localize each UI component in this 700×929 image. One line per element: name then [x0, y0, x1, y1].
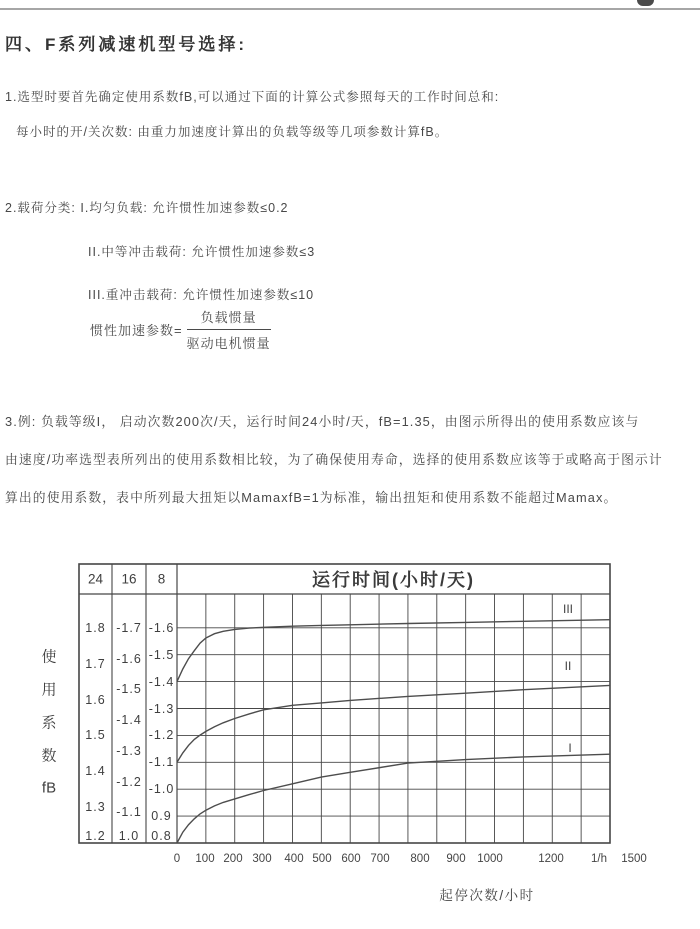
curve-label-iii: III [562, 602, 574, 616]
paragraph-1-sub: 每小时的开/关次数: 由重力加速度计算出的负载等级等几项参数计算fB。 [16, 125, 449, 139]
y-scale-16-label: -1.6 [116, 651, 142, 666]
x-tick-label: 1500 [621, 853, 647, 865]
y-axis-caption-char: fB [41, 779, 57, 797]
load-class-line-3: III.重冲击载荷: 允许惯性加速参数≤10 [88, 288, 315, 302]
y-axis-caption-char: 数 [41, 747, 57, 765]
x-tick-label: 200 [223, 853, 243, 865]
curve-label-ii: II [564, 659, 572, 673]
y-scale-8-label: -1.6 [148, 620, 175, 635]
y-scale-8-label: 0.9 [151, 809, 172, 824]
example-line-1: 3.例: 负载等级I， 启动次数200次/天，运行时间24小时/天，fB=1.35，由图示所得出的使用系数应该与 [5, 414, 640, 429]
hours-column-header-16: 16 [121, 571, 137, 587]
hours-column-header-24: 24 [87, 571, 104, 587]
y-scale-8-label: -1.2 [148, 728, 175, 743]
y-scale-24-label: 1.4 [85, 764, 106, 779]
formula-lhs: 惯性加速参数= [90, 323, 183, 338]
y-scale-16-label: -1.4 [116, 713, 142, 728]
x-tick-label: 800 [410, 853, 430, 865]
y-scale-24-label: 1.2 [85, 829, 106, 843]
y-scale-16-label: 1.0 [118, 829, 140, 843]
chart-title: 运行时间(小时/天) [312, 570, 475, 590]
formula-denominator: 驱动电机惯量 [186, 336, 271, 351]
x-tick-label: 900 [446, 853, 466, 865]
section-title: 四、F系列减速机型号选择: [5, 35, 248, 54]
y-scale-24-label: 1.5 [85, 728, 106, 743]
y-scale-24-label: 1.3 [85, 800, 106, 815]
x-tick-label: 300 [252, 853, 272, 865]
y-scale-24-label: 1.7 [85, 656, 106, 671]
x-tick-label: 400 [284, 853, 304, 865]
y-axis-caption-char: 使 [41, 648, 57, 666]
x-tick-label: 1200 [538, 853, 564, 865]
y-scale-8-label: 0.8 [151, 829, 172, 843]
y-scale-16-label: -1.1 [116, 805, 142, 820]
x-tick-label: 1/h [591, 853, 607, 865]
y-scale-16-label: -1.7 [116, 620, 142, 635]
curve-label-i: I [568, 741, 572, 755]
y-scale-16-label: -1.2 [116, 774, 142, 789]
x-axis-caption: 起停次数/小时 [439, 888, 535, 903]
x-tick-label: 0 [173, 853, 181, 865]
load-class-line-2: II.中等冲击载荷: 允许惯性加速参数≤3 [88, 245, 316, 259]
y-scale-8-label: -1.1 [148, 755, 175, 770]
y-axis-caption-char: 用 [41, 681, 57, 699]
y-scale-24-label: 1.6 [85, 692, 106, 707]
x-tick-label: 100 [195, 853, 215, 865]
y-scale-8-label: -1.5 [148, 647, 175, 662]
y-scale-8-label: -1.0 [148, 782, 175, 797]
y-scale-16-label: -1.3 [116, 743, 142, 758]
y-axis-caption-char: 系 [41, 714, 57, 732]
y-scale-8-label: -1.3 [148, 701, 175, 716]
x-tick-label: 500 [312, 853, 332, 865]
y-scale-24-label: 1.8 [85, 620, 106, 635]
load-class-line-1: 2.载荷分类: I.均匀负载: 允许惯性加速参数≤0.2 [5, 201, 289, 215]
x-tick-label: 700 [370, 853, 390, 865]
y-scale-16-label: -1.5 [116, 682, 142, 697]
example-line-2: 由速度/功率选型表所列出的使用系数相比较，为了确保使用寿命，选择的使用系数应该等于或略高于图示计 [5, 452, 663, 467]
x-tick-label: 1000 [477, 853, 503, 865]
formula-numerator: 负载惯量 [187, 307, 271, 330]
example-line-3: 算出的使用系数，表中所列最大扭矩以MamaxfB=1为标准，输出扭矩和使用系数不能超过Mamax。 [5, 490, 618, 505]
y-scale-8-label: -1.4 [148, 674, 175, 689]
paragraph-1: 1.选型时要首先确定使用系数fB,可以通过下面的计算公式参照每天的工作时间总和: [5, 90, 500, 104]
hours-column-header-8: 8 [157, 571, 166, 587]
x-tick-label: 600 [341, 853, 361, 865]
